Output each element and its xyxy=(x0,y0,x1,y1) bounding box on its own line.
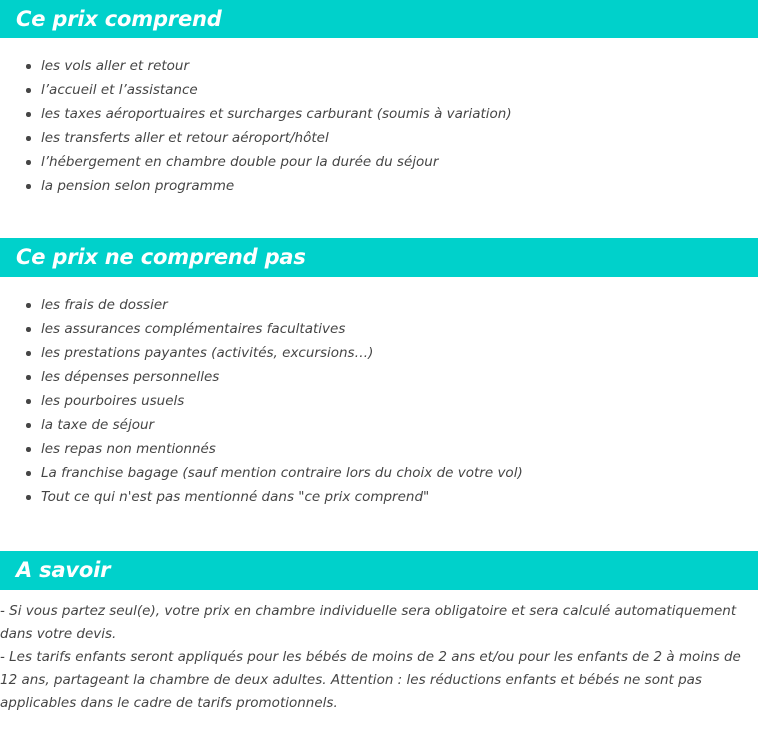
list-item xyxy=(0,293,758,317)
list-item-label: La franchise bagage (sauf mention contraire lors du choix de votre vol) xyxy=(41,465,523,481)
list-item-label: les prestations payantes (activités, excursions…) xyxy=(41,345,374,361)
list-item xyxy=(0,174,758,198)
list-item-label: les frais de dossier xyxy=(41,297,168,313)
section-header-included xyxy=(0,0,758,38)
list-item xyxy=(0,126,758,150)
list-item xyxy=(0,437,758,461)
good-to-know-paragraph: - Les tarifs enfants seront appliqués pour les bébés de moins de 2 ans et/ou pour les enfants de 2 à moins de 12 ans, partageant la chambre de deux adultes. Attention : les réductions enfants et bébés ne sont pas applicables dans le cadre de tarifs promotionnels. xyxy=(0,649,741,711)
list-item-label: les transferts aller et retour aéroport/hôtel xyxy=(41,130,329,146)
excluded-list xyxy=(0,293,758,509)
list-item-label: les vols aller et retour xyxy=(41,58,190,74)
list-item xyxy=(0,78,758,102)
list-item xyxy=(0,341,758,365)
list-item-label: les taxes aéroportuaires et surcharges carburant (soumis à variation) xyxy=(41,106,512,122)
list-item-label: les dépenses personnelles xyxy=(41,369,220,385)
section-header-good-to-know xyxy=(0,551,758,590)
list-item xyxy=(0,461,758,485)
excluded-list-block xyxy=(0,277,758,509)
list-item xyxy=(0,389,758,413)
list-item xyxy=(0,317,758,341)
included-list xyxy=(0,54,758,198)
list-item-label: l’hébergement en chambre double pour la durée du séjour xyxy=(41,154,439,170)
good-to-know-paragraph: - Si vous partez seul(e), votre prix en chambre individuelle sera obligatoire et sera calculé automatiquement dans votre devis. xyxy=(0,603,737,642)
list-item xyxy=(0,54,758,78)
list-item-label: la taxe de séjour xyxy=(41,417,155,433)
section-header-excluded xyxy=(0,238,758,277)
list-item-label: les pourboires usuels xyxy=(41,393,185,409)
list-item xyxy=(0,102,758,126)
list-item-label: l’accueil et l’assistance xyxy=(41,82,198,98)
list-item xyxy=(0,150,758,174)
list-item xyxy=(0,485,758,509)
list-item-label: les assurances complémentaires facultatives xyxy=(41,321,346,337)
section-title-good-to-know: A savoir xyxy=(16,558,111,582)
list-item-label: la pension selon programme xyxy=(41,178,235,194)
good-to-know-body xyxy=(0,590,758,715)
list-item-label: Tout ce qui n'est pas mentionné dans "ce prix comprend" xyxy=(41,489,430,505)
section-title-included: Ce prix comprend xyxy=(16,6,222,31)
section-title-excluded: Ce prix ne comprend pas xyxy=(16,245,306,269)
list-item xyxy=(0,365,758,389)
included-list-block xyxy=(0,38,758,198)
section-spacer xyxy=(0,198,758,238)
list-item xyxy=(0,413,758,437)
section-spacer xyxy=(0,509,758,551)
list-item-label: les repas non mentionnés xyxy=(41,441,216,457)
